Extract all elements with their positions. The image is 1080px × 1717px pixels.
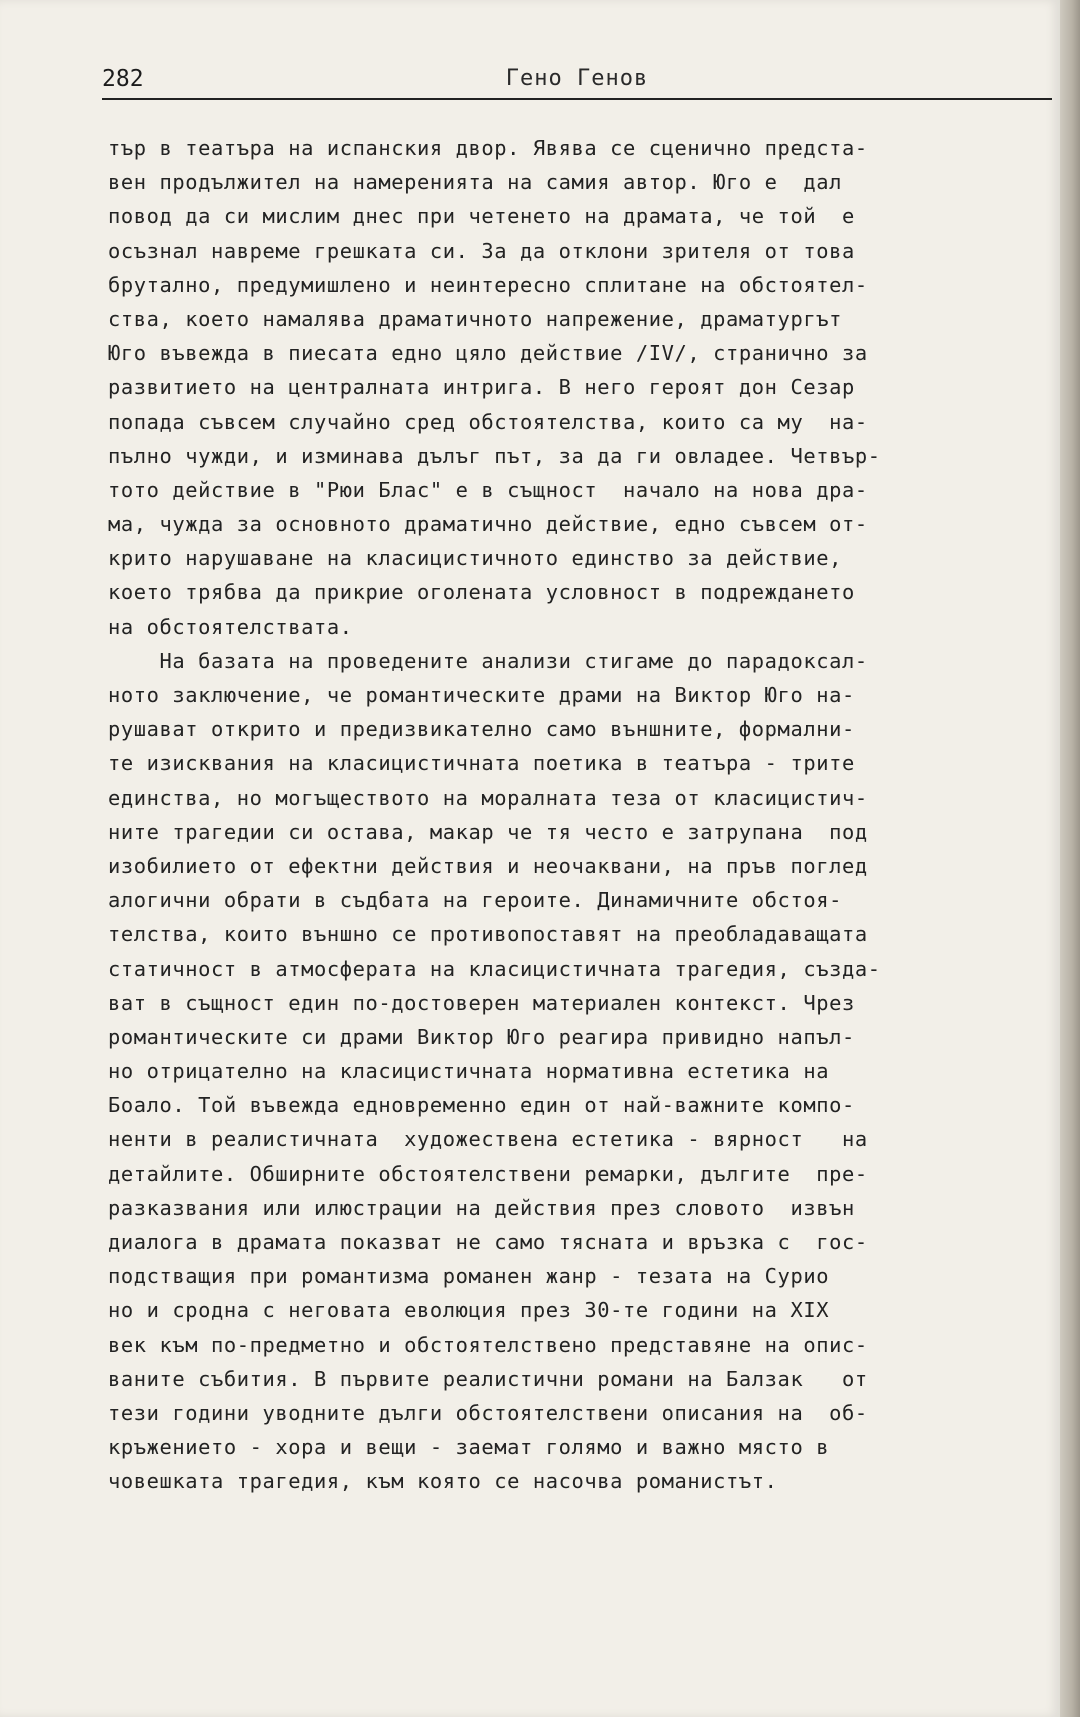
text-line: ства, което намалява драматичното напрежение, драматургът	[108, 306, 842, 331]
text-line: те изисквания на класицистичната поетика в театъра - трите	[108, 751, 855, 776]
text-line: вен продължител на намеренията на самия автор. Юго е дал	[108, 170, 842, 195]
text-line: ват в същност един по-достоверен материален контекст. Чрез	[108, 990, 855, 1015]
text-line: Боало. Той въвежда едновременно един от най-важните компо-	[108, 1093, 855, 1118]
text-line: разказвания или илюстрации на действия през словото извън	[108, 1195, 855, 1220]
text-line: детайлите. Обширните обстоятелствени ремарки, дългите пре-	[108, 1161, 868, 1186]
page-edge	[1060, 0, 1080, 1717]
text-line: тото действие в "Рюи Блас" е в същност начало на нова дра-	[108, 477, 868, 502]
text-line: развитието на централната интрига. В него героят дон Сезар	[108, 375, 855, 400]
text-line: единства, но могъществото на моралната теза от класицистич-	[108, 785, 868, 810]
text-line: диалога в драмата показват не само тясната и връзка с гос-	[108, 1230, 868, 1254]
text-line: век към по-предметно и обстоятелствено представяне на опис-	[108, 1332, 868, 1357]
text-line: пълно чужди, и изминава дълъг път, за да ги овладее. Четвър-	[108, 443, 881, 468]
text-line: изобилието от ефектни действия и неочаквани, на пръв поглед	[108, 853, 868, 878]
text-line: ното заключение, че романтическите драми на Виктор Юго на-	[108, 683, 855, 707]
text-line: алогични обрати в съдбата на героите. Динамичните обстоя-	[108, 888, 842, 913]
text-line: на обстоятелствата.	[108, 614, 353, 639]
text-line: тър в театъра на испанския двор. Явява се сценично предста-	[108, 136, 868, 160]
text-line: но и сродна с неговата еволюция през 30-те години на XIX	[108, 1298, 830, 1323]
text-line: ненти в реалистичната художествена естетика - вярност на	[108, 1127, 868, 1152]
text-line: попада съвсем случайно сред обстоятелства, които са му на-	[108, 409, 868, 434]
text-line: подстващия при романтизма романен жанр - тезата на Сурио	[108, 1264, 830, 1289]
text-line: Юго въвежда в пиесата едно цяло действие /IV/, странично за	[108, 341, 868, 366]
text-line: крито нарушаване на класицистичното единство за действие,	[108, 546, 842, 571]
text-line: ваните събития. В първите реалистични романи на Балзак от	[108, 1366, 868, 1391]
text-line: романтическите си драми Виктор Юго реагира привидно напъл-	[108, 1024, 855, 1049]
text-line: ма, чужда за основното драматично действие, едно съвсем от-	[108, 512, 868, 537]
text-line: рушават открито и предизвикателно само външните, формални-	[108, 717, 855, 742]
text-line: ните трагедии си остава, макар че тя често е затрупана под	[108, 819, 868, 844]
body-text	[108, 131, 1068, 1499]
text-line: повод да си мислим днес при четенето на драмата, че той е	[108, 204, 855, 229]
text-line: тези години уводните дълги обстоятелствени описания на об-	[108, 1400, 868, 1425]
running-head: Гено Генов	[505, 66, 649, 91]
page-number: 282	[102, 66, 144, 92]
text-line: статичност в атмосферата на класицистичната трагедия, създа-	[108, 956, 881, 981]
text-line: осъзнал навреме грешката си. За да отклони зрителя от това	[108, 238, 855, 263]
text-line: човешката трагедия, към която се насочва романистът.	[108, 1469, 778, 1494]
text-line: което трябва да прикрие оголената условност в подреждането	[108, 580, 855, 605]
text-line: кръжението - хора и вещи - заемат голямо и важно място в	[108, 1435, 830, 1460]
text-line: На базата на проведените анализи стигаме до парадоксал-	[108, 648, 868, 673]
page-header	[102, 62, 1052, 100]
text-line: брутално, предумишлено и неинтересно сплитане на обстоятел-	[108, 272, 868, 297]
text-line: телства, които външно се противопоставят на преобладаващата	[108, 922, 868, 947]
text-line: но отрицателно на класицистичната нормативна естетика на	[108, 1059, 830, 1084]
